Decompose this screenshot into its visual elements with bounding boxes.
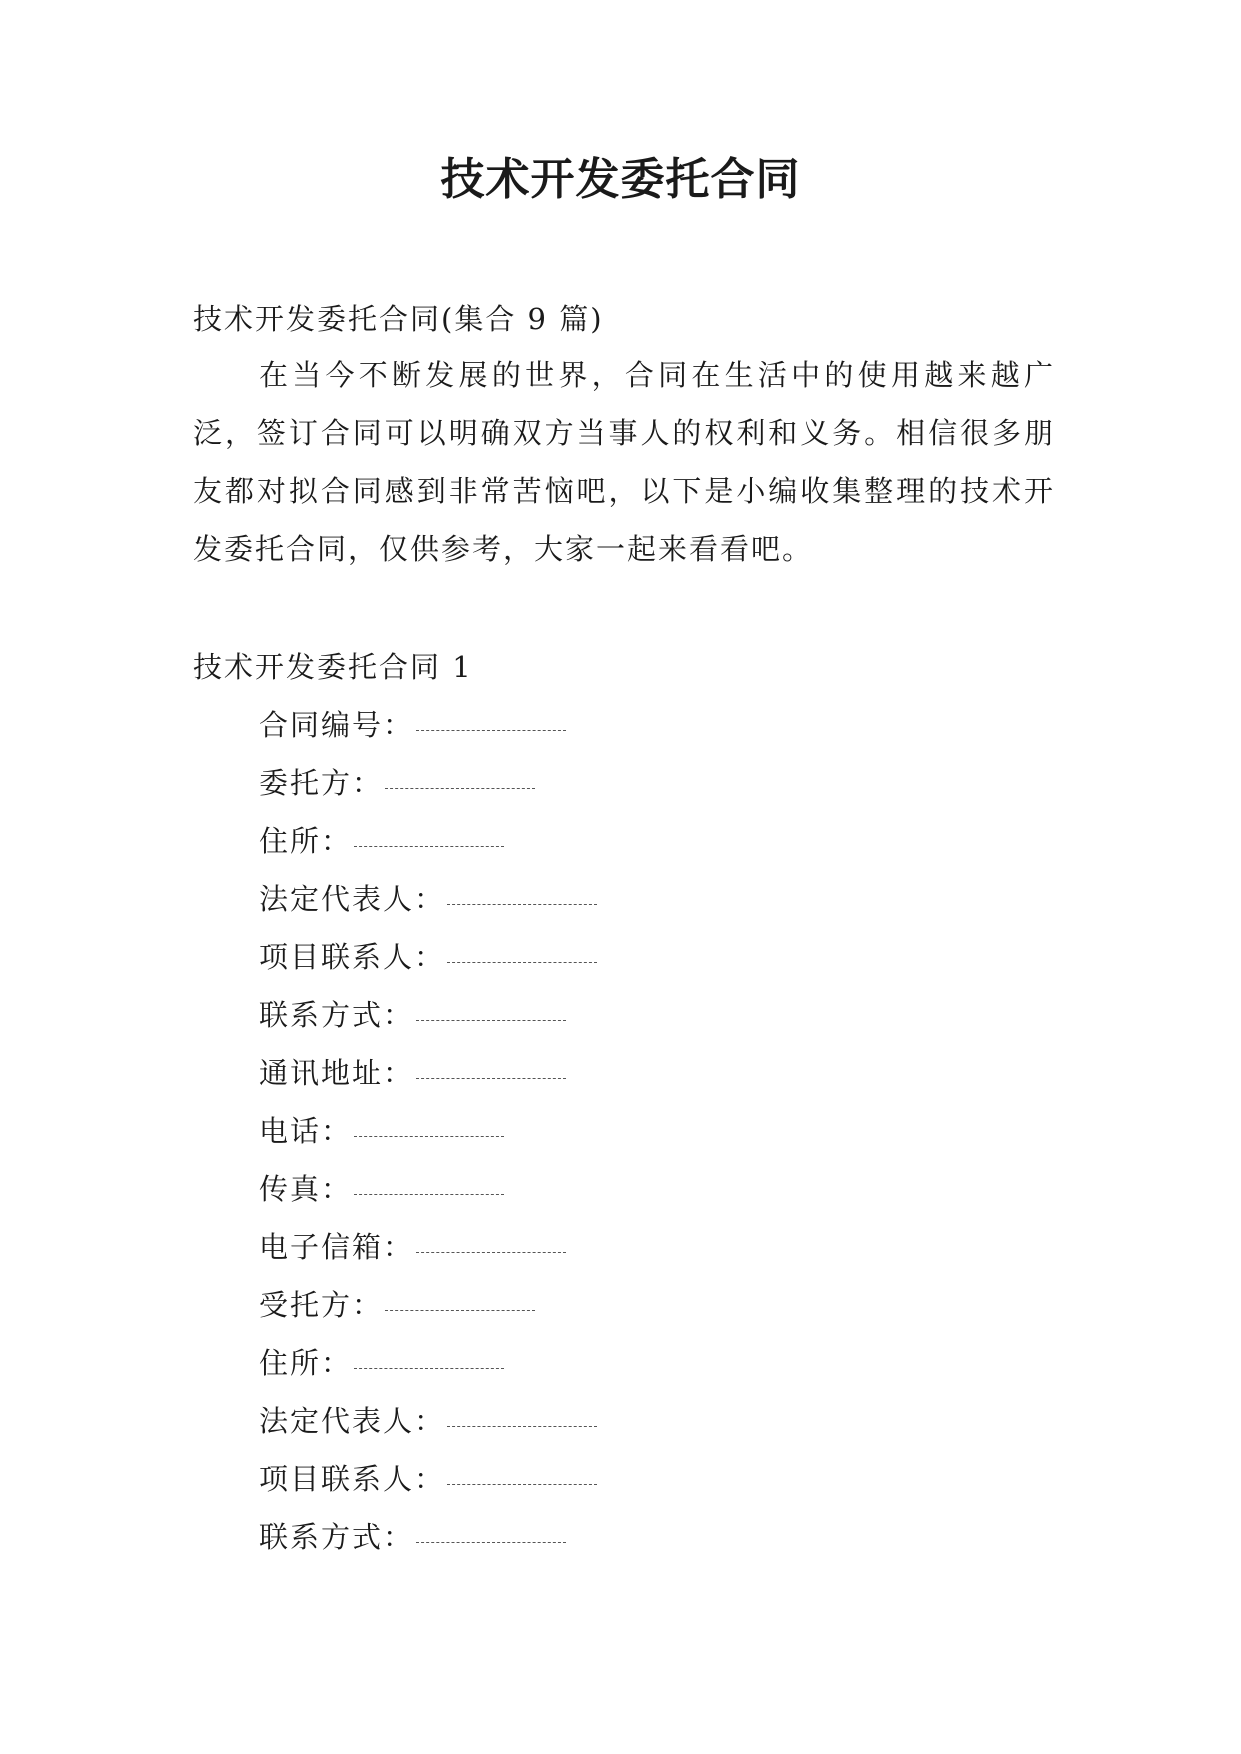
field-label: 合同编号： [259, 708, 415, 742]
document-title: 技术开发委托合同 [440, 154, 801, 205]
field-row-client-fax [259, 1160, 597, 1218]
field-label: 项目联系人： [259, 940, 446, 974]
field-label: 传真： [259, 1172, 353, 1206]
field-blank-line [416, 1218, 566, 1253]
field-label: 电子信箱： [259, 1230, 415, 1264]
field-blank-line [447, 870, 597, 905]
field-blank-line [416, 986, 566, 1021]
field-blank-line [447, 1450, 597, 1485]
field-row-client-address [259, 812, 597, 870]
field-label: 住所： [259, 1346, 353, 1380]
field-blank-line [354, 1160, 504, 1195]
contract-field-list [259, 696, 597, 1566]
field-blank-line [416, 1508, 566, 1543]
field-label: 法定代表人： [259, 1404, 446, 1438]
field-row-client-legal-rep [259, 870, 597, 928]
field-row-client [259, 754, 597, 812]
field-label: 项目联系人： [259, 1462, 446, 1496]
field-label: 受托方： [259, 1288, 384, 1322]
field-blank-line [354, 812, 504, 847]
field-row-contractor-contact-method [259, 1508, 597, 1566]
field-row-contractor-project-contact [259, 1450, 597, 1508]
intro-paragraph: 在当今不断发展的世界，合同在生活中的使用越来越广泛，签订合同可以明确双方当事人的权利和义务。相信很多朋友都对拟合同感到非常苦恼吧，以下是小编收集整理的技术开发委托合同，仅供参考，大家一起来看看吧。 [193, 358, 1055, 566]
field-row-contract-number [259, 696, 597, 754]
field-label: 法定代表人： [259, 882, 446, 916]
field-label: 住所： [259, 824, 353, 858]
field-row-contractor-legal-rep [259, 1392, 597, 1450]
field-row-client-contact-method [259, 986, 597, 1044]
collection-heading: 技术开发委托合同(集合 9 篇) [193, 302, 604, 336]
field-blank-line [385, 754, 535, 789]
field-row-client-phone [259, 1102, 597, 1160]
field-blank-line [447, 1392, 597, 1427]
field-row-contractor-address [259, 1334, 597, 1392]
field-blank-line [416, 696, 566, 731]
field-row-client-project-contact [259, 928, 597, 986]
field-row-client-mailing-address [259, 1044, 597, 1102]
field-label: 委托方： [259, 766, 384, 800]
field-blank-line [354, 1334, 504, 1369]
field-label: 通讯地址： [259, 1056, 415, 1090]
section-heading: 技术开发委托合同 1 [193, 650, 473, 684]
field-blank-line [416, 1044, 566, 1079]
field-row-contractor [259, 1276, 597, 1334]
field-blank-line [385, 1276, 535, 1311]
field-label: 联系方式： [259, 998, 415, 1032]
field-blank-line [354, 1102, 504, 1137]
field-row-client-email [259, 1218, 597, 1276]
field-blank-line [447, 928, 597, 963]
field-label: 联系方式： [259, 1520, 415, 1554]
field-label: 电话： [259, 1114, 353, 1148]
